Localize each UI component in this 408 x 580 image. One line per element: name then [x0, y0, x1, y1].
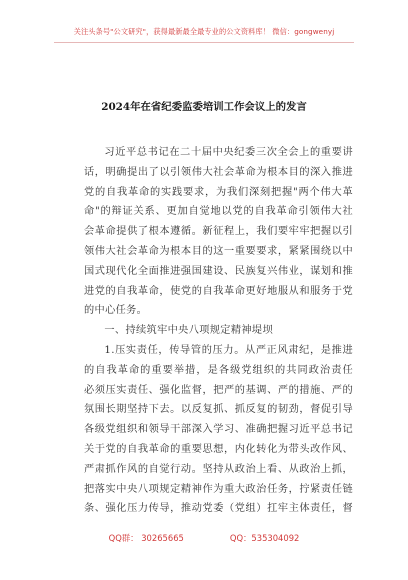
qq-contact: QQ：535304092 [229, 533, 300, 543]
body-line: 习近平总书记在二十届中央纪委三次全会上的重要讲 [104, 147, 353, 158]
qq-group: QQ群： 30265665 [108, 533, 184, 543]
footer [0, 532, 408, 544]
body-line: 党的自我革命的实践要求，为我们深刻把握"两个伟大革 [84, 186, 353, 198]
document-title: 2024年在省纪委监委培训工作会议上的发言 [101, 101, 307, 113]
body-line: 必须压实责任、强化监督，把严的基调、严的措施、严的 [84, 384, 353, 396]
body-line: 氛围长期坚持下去。以反复抓、抓反复的韧劲，督促引导 [84, 404, 353, 416]
body-line: 领伟大社会革命为根本目的这一重要要求，紧紧围绕以中 [84, 245, 353, 257]
body-line: 话，明确提出了以引领伟大社会革命为根本目的深入推进 [84, 166, 353, 178]
body-line: 进党的自我革命，使党的自我革命更好地服从和服务于党 [84, 285, 353, 297]
body-line: 条、强化压力传导，推动党委（党组）扛牢主体责任，督 [84, 503, 353, 515]
body-line: 关于党的自我革命的重要思想，内化转化为带头改作风、 [84, 443, 353, 455]
document-body [84, 143, 353, 519]
section-heading: 一、持续筑牢中央八项规定精神堤坝 [104, 325, 273, 337]
body-line: 1.压实责任，传导管的压力。从严正风肃纪，是推进 [104, 344, 353, 356]
body-line: 的自我革命的重要举措，是各级党组织的共同政治责任 [84, 364, 353, 376]
body-line: 严肃抓作风的自觉行动。坚持从政治上看、从政治上抓， [84, 463, 353, 475]
body-line: 各级党组织和领导干部深入学习、准确把握习近平总书记 [84, 424, 353, 436]
header-divider [54, 42, 354, 43]
body-line: 会革命提供了根本遵循。新征程上，我们要牢牢把握以引 [84, 226, 353, 238]
body-line: 国式现代化全面推进强国建设、民族复兴伟业，谋划和推 [84, 265, 353, 277]
body-line: 把落实中央八项规定精神作为重大政治任务，拧紧责任链 [84, 483, 353, 495]
body-line: 命"的辩证关系、更加自觉地以党的自我革命引领伟大社 [84, 206, 353, 218]
top-banner: 关注头条号"公文研究"，获得最新最全最专业的公文资料库！ 微信：gongwenyj [73, 27, 335, 36]
body-line: 的中心任务。 [84, 305, 148, 317]
